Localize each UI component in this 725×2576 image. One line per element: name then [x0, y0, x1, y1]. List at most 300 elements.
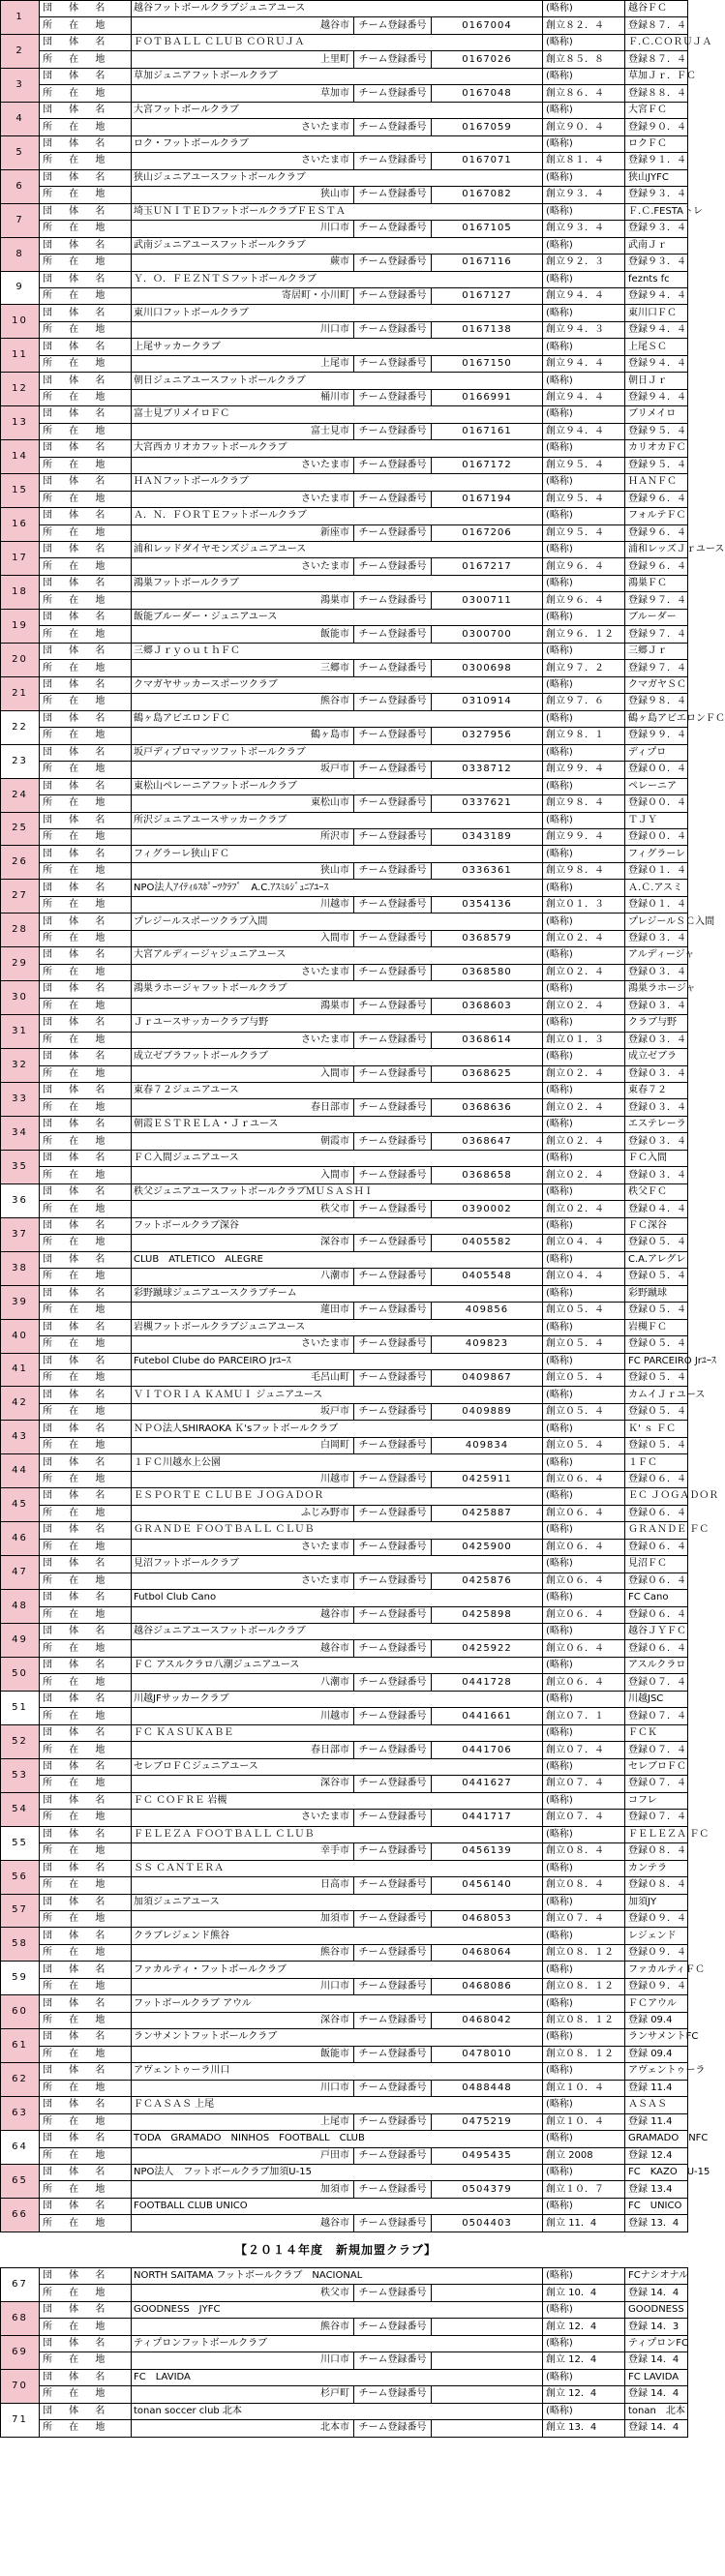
team-row — [1, 880, 688, 896]
abbr-label: (略称) — [543, 2097, 625, 2113]
team-row — [1, 1, 688, 17]
team-name-label: 団 体 名 — [40, 1894, 132, 1910]
joined: 登録０８．４ — [625, 1843, 688, 1860]
address-label: 所 在 地 — [40, 558, 132, 575]
team-abbr: ランサメントFC — [625, 2029, 688, 2046]
reg-no: 0300698 — [432, 660, 543, 676]
established: 創立０４．４ — [543, 1269, 625, 1285]
team-address-row — [1, 1505, 688, 1521]
team-name-label: 団 体 名 — [40, 2063, 132, 2080]
address-label: 所 在 地 — [40, 795, 132, 812]
reg-no: 0456139 — [432, 1843, 543, 1860]
team-row — [1, 846, 688, 862]
team-address-row — [1, 795, 688, 812]
team-abbr: 鶴ヶ島アビエロンＦＣ — [625, 710, 688, 727]
team-city: 越谷市 — [132, 1640, 354, 1657]
team-name: 岩槻フットボールクラブジュニアユース — [132, 1319, 543, 1335]
established: 創立０１．３ — [543, 896, 625, 913]
team-abbr: アスルクラロ — [625, 1657, 688, 1673]
established: 創立９７．２ — [543, 660, 625, 676]
address-label: 所 在 地 — [40, 389, 132, 405]
team-address-row — [1, 862, 688, 879]
team-abbr: アヴェントゥーラ — [625, 2063, 688, 2080]
team-name: フットボールクラブ深谷 — [132, 1217, 543, 1234]
team-name: 埼玉ＵＮＩＴＥＤフットボールクラブＦＥＳＴＡ — [132, 203, 543, 220]
team-number: 65 — [1, 2165, 40, 2199]
team-city: 幸手市 — [132, 1843, 354, 1860]
reg-no: 0488448 — [432, 2080, 543, 2096]
reg-no: 0368647 — [432, 1133, 543, 1150]
team-number: 34 — [1, 1116, 40, 1150]
team-name: クマガヤサッカースポーツクラブ — [132, 676, 543, 693]
reg-no-label: チーム登録番号 — [354, 1843, 432, 1860]
team-city: 越谷市 — [132, 1606, 354, 1623]
address-label: 所 在 地 — [40, 221, 132, 237]
joined: 登録０５．４ — [625, 1235, 688, 1251]
established: 創立０７．４ — [543, 1810, 625, 1826]
abbr-label: (略称) — [543, 1657, 625, 1673]
established: 創立９４．３ — [543, 321, 625, 338]
team-row — [1, 981, 688, 998]
established: 創立１０．７ — [543, 2181, 625, 2198]
reg-no: 0409867 — [432, 1369, 543, 1386]
team-abbr: カリオカＦＣ — [625, 440, 688, 457]
established: 創立９６．４ — [543, 558, 625, 575]
team-name: 彩野蹴球ジュニアユースクラブチーム — [132, 1285, 543, 1302]
abbr-label: (略称) — [543, 947, 625, 964]
established: 創立０８．４ — [543, 1877, 625, 1894]
team-city: 北本市 — [132, 2420, 354, 2437]
established: 創立９４．４ — [543, 287, 625, 304]
address-label: 所 在 地 — [40, 2147, 132, 2164]
team-name: 狭山ジュニアユースフットボールクラブ — [132, 169, 543, 186]
reg-no-label: チーム登録番号 — [354, 1369, 432, 1386]
team-row — [1, 203, 688, 220]
team-name: TODA GRAMADO NINHOS FOOTBALL CLUB — [132, 2131, 543, 2147]
team-address-row — [1, 1471, 688, 1487]
team-city: さいたま市 — [132, 1032, 354, 1048]
joined: 登録９４．４ — [625, 321, 688, 338]
team-name: FC LAVIDA — [132, 2369, 543, 2385]
team-abbr: 越谷ＪＹＦＣ — [625, 1624, 688, 1640]
team-row — [1, 237, 688, 254]
established: 創立９９．４ — [543, 828, 625, 845]
team-number: 19 — [1, 609, 40, 643]
team-city: 飯能市 — [132, 2046, 354, 2062]
reg-no-label: チーム登録番号 — [354, 2147, 432, 2164]
team-name-label: 団 体 名 — [40, 643, 132, 659]
team-name: Futebol Clube do PARCEIRO Jrﾕｰｽ — [132, 1353, 543, 1369]
team-address-row — [1, 1369, 688, 1386]
abbr-label: (略称) — [543, 1387, 625, 1403]
reg-no-label: チーム登録番号 — [354, 1944, 432, 1961]
team-address-row — [1, 1269, 688, 1285]
team-abbr: コフレ — [625, 1792, 688, 1809]
team-row — [1, 1995, 688, 2012]
established: 創立０２．４ — [543, 1133, 625, 1150]
established: 創立０２．４ — [543, 1065, 625, 1082]
team-address-row — [1, 1032, 688, 1048]
reg-no: 0167150 — [432, 355, 543, 372]
address-label: 所 在 地 — [40, 1573, 132, 1589]
team-address-row — [1, 2012, 688, 2028]
team-row — [1, 440, 688, 457]
team-name-label: 団 体 名 — [40, 2369, 132, 2385]
team-name-label: 団 体 名 — [40, 575, 132, 591]
reg-no: 0368603 — [432, 998, 543, 1014]
reg-no — [432, 2420, 543, 2437]
joined: 登録０７．４ — [625, 1674, 688, 1691]
abbr-label: (略称) — [543, 1049, 625, 1065]
established: 創立９４．４ — [543, 389, 625, 405]
team-address-row — [1, 1336, 688, 1353]
address-label: 所 在 地 — [40, 592, 132, 609]
address-label: 所 在 地 — [40, 660, 132, 676]
established: 創立０２．４ — [543, 930, 625, 946]
team-abbr: 鴻巣ラホージャ — [625, 981, 688, 998]
reg-no: 0468042 — [432, 2012, 543, 2028]
established: 創立９５．４ — [543, 524, 625, 541]
established: 創立０５．４ — [543, 1336, 625, 1353]
team-address-row — [1, 1742, 688, 1758]
team-row — [1, 508, 688, 524]
team-city: 飯能市 — [132, 626, 354, 643]
address-label: 所 在 地 — [40, 85, 132, 102]
joined: 登録００．４ — [625, 795, 688, 812]
team-address-row — [1, 389, 688, 405]
reg-no: 0167217 — [432, 558, 543, 575]
abbr-label: (略称) — [543, 102, 625, 118]
team-address-row — [1, 1843, 688, 1860]
address-label: 所 在 地 — [40, 1708, 132, 1724]
established: 創立８６．４ — [543, 85, 625, 102]
address-label: 所 在 地 — [40, 1471, 132, 1487]
team-name-label: 団 体 名 — [40, 1387, 132, 1403]
abbr-label: (略称) — [543, 744, 625, 761]
abbr-label: (略称) — [543, 169, 625, 186]
team-name: 鴻巣ラホージャフットボールクラブ — [132, 981, 543, 998]
established: 創立０２．４ — [543, 1099, 625, 1116]
joined: 登録０７．４ — [625, 1742, 688, 1758]
team-address-row — [1, 896, 688, 913]
team-city: さいたま市 — [132, 491, 354, 507]
joined: 登録９３．４ — [625, 187, 688, 203]
team-name-label: 団 体 名 — [40, 947, 132, 964]
reg-no-label: チーム登録番号 — [354, 1201, 432, 1217]
reg-no-label: チーム登録番号 — [354, 828, 432, 845]
team-address-row — [1, 1403, 688, 1420]
team-name-label: 団 体 名 — [40, 34, 132, 50]
team-city: 蕨市 — [132, 255, 354, 271]
abbr-label: (略称) — [543, 542, 625, 558]
joined: 登録０５．４ — [625, 1369, 688, 1386]
team-abbr: FC UNICO — [625, 2198, 688, 2214]
team-abbr: カンテラ — [625, 1860, 688, 1876]
team-abbr: 越谷ＦＣ — [625, 1, 688, 17]
team-name-label: 団 体 名 — [40, 440, 132, 457]
reg-no: 0468064 — [432, 1944, 543, 1961]
established: 創立 12．4 — [543, 2386, 625, 2403]
reg-no-label: チーム登録番号 — [354, 1742, 432, 1758]
team-number: 56 — [1, 1860, 40, 1894]
team-name: ＥＳＰＯＲＴＥ ＣＬＵＢＥ ＪＯＧＡＤＯＲ — [132, 1488, 543, 1505]
team-row — [1, 305, 688, 321]
team-address-row — [1, 1573, 688, 1589]
established: 創立０２．４ — [543, 964, 625, 980]
team-number: 10 — [1, 305, 40, 339]
team-abbr: レジェンド — [625, 1928, 688, 1944]
team-abbr: FC LAVIDA — [625, 2369, 688, 2385]
team-row — [1, 1083, 688, 1099]
reg-no: 0167059 — [432, 119, 543, 135]
team-row — [1, 2198, 688, 2214]
abbr-label: (略称) — [543, 1522, 625, 1539]
established: 創立０１．３ — [543, 1032, 625, 1048]
reg-no-label: チーム登録番号 — [354, 1269, 432, 1285]
abbr-label: (略称) — [543, 2267, 625, 2284]
reg-no-label: チーム登録番号 — [354, 1606, 432, 1623]
joined: 登録０４．４ — [625, 1201, 688, 1217]
team-abbr: エステレーラ — [625, 1116, 688, 1132]
team-name: 富士見ブリメイロＦＣ — [132, 406, 543, 423]
team-name-label: 団 体 名 — [40, 914, 132, 930]
team-number: 33 — [1, 1083, 40, 1117]
joined: 登録 14．4 — [625, 2420, 688, 2437]
joined: 登録９７．４ — [625, 626, 688, 643]
established: 創立０８．１２ — [543, 1978, 625, 1994]
joined: 登録０５．４ — [625, 1336, 688, 1353]
established: 創立９６．４ — [543, 592, 625, 609]
address-label: 所 在 地 — [40, 119, 132, 135]
team-city: 深谷市 — [132, 2012, 354, 2028]
team-number: 53 — [1, 1758, 40, 1792]
address-label: 所 在 地 — [40, 2285, 132, 2301]
team-abbr: 大宮ＦＣ — [625, 102, 688, 118]
team-city: さいたま市 — [132, 558, 354, 575]
abbr-label: (略称) — [543, 203, 625, 220]
joined: 登録 11.4 — [625, 2113, 688, 2130]
team-number: 43 — [1, 1421, 40, 1454]
address-label: 所 在 地 — [40, 153, 132, 169]
established: 創立８５．８ — [543, 51, 625, 68]
reg-no: 0368636 — [432, 1099, 543, 1116]
reg-no-label: チーム登録番号 — [354, 896, 432, 913]
abbr-label: (略称) — [543, 2335, 625, 2351]
team-abbr: ＴＪＹ — [625, 812, 688, 828]
reg-no: 0504379 — [432, 2181, 543, 2198]
address-label: 所 在 地 — [40, 626, 132, 643]
address-label: 所 在 地 — [40, 2420, 132, 2437]
team-name-label: 団 体 名 — [40, 542, 132, 558]
joined: 登録８７．４ — [625, 51, 688, 68]
team-city: 秩父市 — [132, 1201, 354, 1217]
team-name-label: 団 体 名 — [40, 2165, 132, 2181]
team-number: 51 — [1, 1691, 40, 1724]
team-row — [1, 2403, 688, 2419]
team-number: 35 — [1, 1150, 40, 1183]
team-city: 上尾市 — [132, 355, 354, 372]
team-name: ＦＣ ＣＯＦＲＥ 岩槻 — [132, 1792, 543, 1809]
team-row — [1, 1724, 688, 1741]
team-abbr: 東春７２ — [625, 1083, 688, 1099]
reg-no-label: チーム登録番号 — [354, 862, 432, 879]
established: 創立０６．４ — [543, 1606, 625, 1623]
reg-no: 0343189 — [432, 828, 543, 845]
abbr-label: (略称) — [543, 914, 625, 930]
team-number: 54 — [1, 1792, 40, 1826]
abbr-label: (略称) — [543, 2131, 625, 2147]
reg-no-label: チーム登録番号 — [354, 1640, 432, 1657]
team-number: 3 — [1, 68, 40, 102]
team-row — [1, 2063, 688, 2080]
reg-no: 0441728 — [432, 1674, 543, 1691]
team-abbr: ティプロンFC — [625, 2335, 688, 2351]
team-abbr: 草加Ｊｒ．ＦＣ — [625, 68, 688, 84]
reg-no-label: チーム登録番号 — [354, 355, 432, 372]
address-label: 所 在 地 — [40, 423, 132, 439]
team-name: 浦和レッドダイヤモンズジュニアユース — [132, 542, 543, 558]
address-label: 所 在 地 — [40, 964, 132, 980]
team-name: GOODNESS JYFC — [132, 2301, 543, 2318]
team-row — [1, 169, 688, 186]
team-address-row — [1, 1640, 688, 1657]
joined: 登録９４．４ — [625, 389, 688, 405]
team-city: 坂戸市 — [132, 1403, 354, 1420]
joined: 登録８７．４ — [625, 17, 688, 34]
team-number: 55 — [1, 1826, 40, 1860]
abbr-label: (略称) — [543, 1488, 625, 1505]
established: 創立 10．4 — [543, 2285, 625, 2301]
team-name-label: 団 体 名 — [40, 2097, 132, 2113]
team-abbr: フィグラーレ — [625, 846, 688, 862]
team-number: 61 — [1, 2029, 40, 2063]
team-city: 越谷市 — [132, 17, 354, 34]
abbr-label: (略称) — [543, 406, 625, 423]
established: 創立０５．４ — [543, 1403, 625, 1420]
team-address-row — [1, 2319, 688, 2335]
reg-no-label: チーム登録番号 — [354, 2080, 432, 2096]
team-name-label: 団 体 名 — [40, 1049, 132, 1065]
team-name: Ｙ．Ｏ．ＦＥＺＮＴＳフットボールクラブ — [132, 271, 543, 287]
address-label: 所 在 地 — [40, 1810, 132, 1826]
team-name: 飯能ブルーダー・ジュニアユース — [132, 609, 543, 625]
team-number: 69 — [1, 2335, 40, 2369]
team-address-row — [1, 2386, 688, 2403]
team-number: 5 — [1, 135, 40, 169]
address-label: 所 在 地 — [40, 1776, 132, 1792]
established: 創立０４．４ — [543, 1235, 625, 1251]
team-name-label: 団 体 名 — [40, 1319, 132, 1335]
team-address-row — [1, 1877, 688, 1894]
abbr-label: (略称) — [543, 676, 625, 693]
team-city: 秩父市 — [132, 2285, 354, 2301]
reg-no: 0327956 — [432, 728, 543, 744]
team-row — [1, 2301, 688, 2318]
team-row — [1, 744, 688, 761]
team-number: 70 — [1, 2369, 40, 2403]
address-label: 所 在 地 — [40, 524, 132, 541]
joined: 登録００．４ — [625, 762, 688, 778]
team-name-label: 団 体 名 — [40, 2403, 132, 2419]
reg-no-label: チーム登録番号 — [354, 2113, 432, 2130]
team-name: 所沢ジュニアユースサッカークラブ — [132, 812, 543, 828]
address-label: 所 在 地 — [40, 17, 132, 34]
team-name: 東松山ペレーニアフットボールクラブ — [132, 778, 543, 794]
team-name: ランサメントフットボールクラブ — [132, 2029, 543, 2046]
address-label: 所 在 地 — [40, 1978, 132, 1994]
team-abbr: 朝日Ｊｒ — [625, 373, 688, 389]
team-address-row — [1, 423, 688, 439]
established: 創立０８．１２ — [543, 2012, 625, 2028]
abbr-label: (略称) — [543, 1015, 625, 1032]
address-label: 所 在 地 — [40, 930, 132, 946]
team-address-row — [1, 287, 688, 304]
joined: 登録０５．４ — [625, 1303, 688, 1319]
address-label: 所 在 地 — [40, 828, 132, 845]
reg-no: 0368580 — [432, 964, 543, 980]
team-address-row — [1, 1708, 688, 1724]
team-number: 58 — [1, 1928, 40, 1962]
reg-no-label: チーム登録番号 — [354, 491, 432, 507]
team-name-label: 団 体 名 — [40, 1556, 132, 1573]
team-row — [1, 1590, 688, 1606]
team-row — [1, 2369, 688, 2385]
team-city: 蓮田市 — [132, 1303, 354, 1319]
team-name: 加須ジュニアユース — [132, 1894, 543, 1910]
team-name: １ＦＣ川越水上公園 — [132, 1454, 543, 1471]
team-name-label: 団 体 名 — [40, 135, 132, 152]
team-row — [1, 1251, 688, 1268]
team-abbr: プレジールＳＣ入間 — [625, 914, 688, 930]
team-name: セレブロＦＣジュニアユース — [132, 1758, 543, 1775]
team-number: 7 — [1, 203, 40, 237]
reg-no-label: チーム登録番号 — [354, 2285, 432, 2301]
team-city: さいたま市 — [132, 1539, 354, 1555]
reg-no: 0300711 — [432, 592, 543, 609]
team-abbr: ペレーニア — [625, 778, 688, 794]
team-name-label: 団 体 名 — [40, 1353, 132, 1369]
reg-no-label: チーム登録番号 — [354, 85, 432, 102]
joined: 登録０５．４ — [625, 1269, 688, 1285]
team-row — [1, 68, 688, 84]
abbr-label: (略称) — [543, 339, 625, 355]
team-number: 14 — [1, 440, 40, 474]
established: 創立８１．４ — [543, 153, 625, 169]
team-address-row — [1, 964, 688, 980]
abbr-label: (略称) — [543, 1, 625, 17]
team-row — [1, 373, 688, 389]
team-abbr: ディプロ — [625, 744, 688, 761]
reg-no-label: チーム登録番号 — [354, 1032, 432, 1048]
team-number: 71 — [1, 2403, 40, 2437]
reg-no-label: チーム登録番号 — [354, 1437, 432, 1453]
address-label: 所 在 地 — [40, 255, 132, 271]
team-name: Futbol Club Cano — [132, 1590, 543, 1606]
joined: 登録９３．４ — [625, 255, 688, 271]
team-name: ロク・フットボールクラブ — [132, 135, 543, 152]
team-city: 朝霞市 — [132, 1133, 354, 1150]
team-address-row — [1, 1201, 688, 1217]
established: 創立 2008 — [543, 2147, 625, 2164]
team-name-label: 団 体 名 — [40, 778, 132, 794]
team-number: 67 — [1, 2267, 40, 2301]
team-number: 47 — [1, 1556, 40, 1590]
reg-no-label: チーム登録番号 — [354, 1573, 432, 1589]
abbr-label: (略称) — [543, 1116, 625, 1132]
team-number: 17 — [1, 542, 40, 576]
team-row — [1, 1049, 688, 1065]
reg-no-label: チーム登録番号 — [354, 1978, 432, 1994]
